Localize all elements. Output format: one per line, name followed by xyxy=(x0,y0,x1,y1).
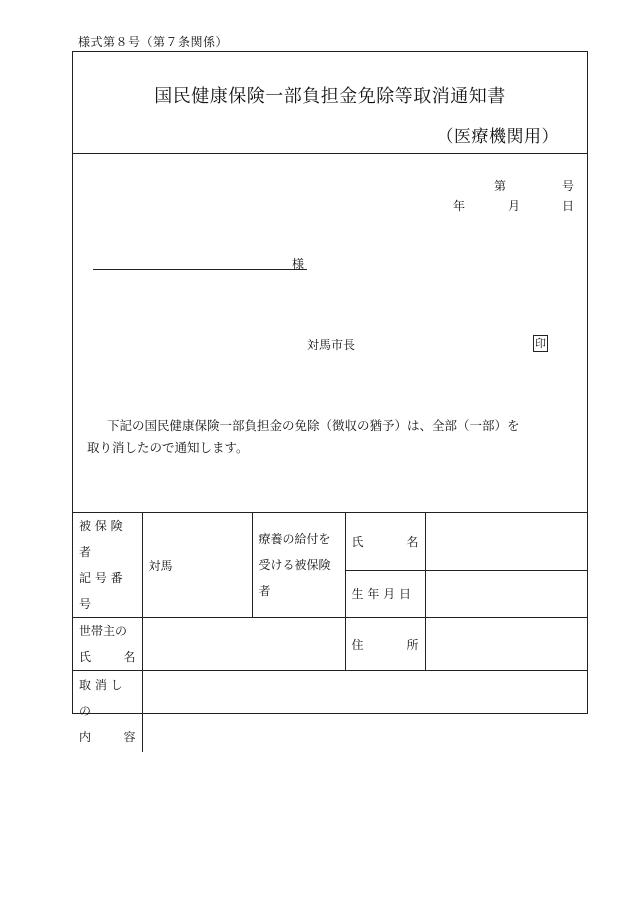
insured-number-label: 被 保 険 者 記 号 番 号 xyxy=(73,513,142,618)
cancellation-value[interactable] xyxy=(142,671,587,752)
form-number-label: 様式第８号（第７条関係） xyxy=(78,35,229,49)
name-value[interactable] xyxy=(425,513,587,571)
addressee-suffix: 様 xyxy=(292,257,305,271)
name-label: 氏 名 xyxy=(345,513,425,571)
household-head-label: 世帯主の 氏 名 xyxy=(73,618,142,671)
address-value[interactable] xyxy=(425,618,587,671)
cancellation-label: 取 消 し の 内 容 xyxy=(73,671,142,752)
ref-go: 号 xyxy=(562,179,575,193)
household-head-value[interactable] xyxy=(142,618,345,671)
date-year: 年 xyxy=(453,199,466,213)
info-table xyxy=(73,512,587,752)
birthdate-label: 生 年 月 日 xyxy=(345,570,425,617)
ref-dai: 第 xyxy=(494,179,507,193)
date-day: 日 xyxy=(562,199,575,213)
notice-line-2: 取り消したので通知します。 xyxy=(87,440,249,455)
birthdate-value[interactable] xyxy=(425,570,587,617)
sender-name: 対馬市長 xyxy=(307,338,356,352)
document-title: 国民健康保険一部負担金免除等取消通知書 xyxy=(154,86,506,107)
recipient-label: 療養の給付を 受ける被保険者 xyxy=(252,513,345,618)
notice-text xyxy=(87,415,557,459)
title-section xyxy=(73,52,587,154)
address-label: 住 所 xyxy=(345,618,425,671)
seal-mark: 印 xyxy=(535,337,546,350)
insured-number-value: 対馬 xyxy=(142,513,252,618)
date-month: 月 xyxy=(508,199,521,213)
notice-line-1: 下記の国民健康保険一部負担金の免除（徴収の猶予）は、全部（一部）を xyxy=(107,418,520,433)
document-frame xyxy=(72,51,588,745)
addressee-line xyxy=(93,269,307,270)
document-subtitle: （医療機関用） xyxy=(436,127,559,147)
